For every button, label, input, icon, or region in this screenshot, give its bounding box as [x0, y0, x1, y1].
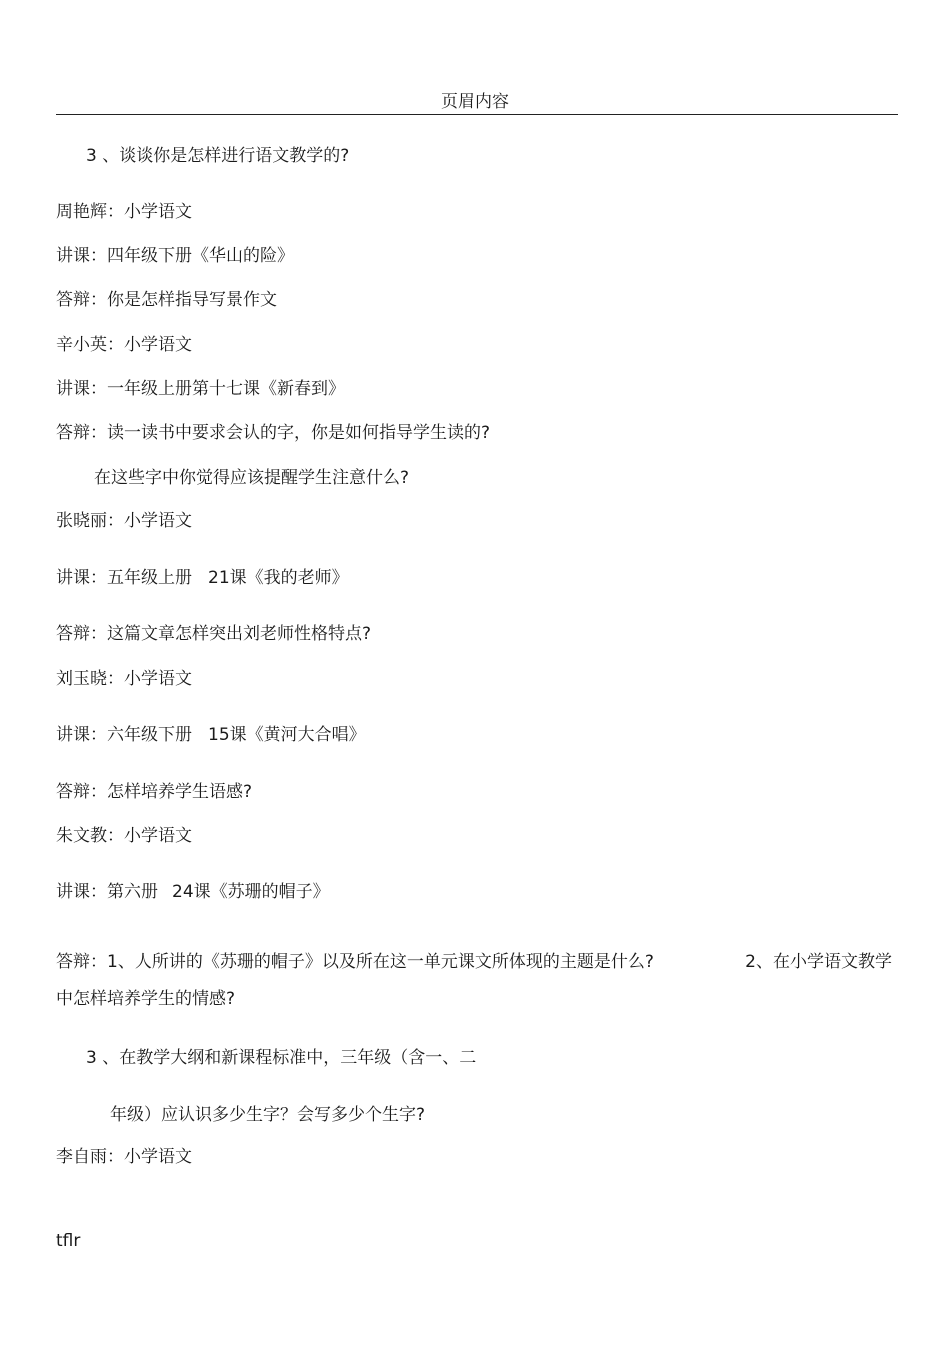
teacher-5-lesson-grade: 讲课：第六册 [56, 882, 158, 902]
teacher-1-lesson: 讲课：四年级下册《华山的险》 [56, 246, 294, 266]
teacher-5-defense-question-1: 答辩：1、人所讲的《苏珊的帽子》以及所在这一单元课文所体现的主题是什么? [56, 952, 654, 972]
teacher-3-defense: 答辩：这篇文章怎样突出刘老师性格特点? [56, 624, 372, 644]
teacher-2-lesson: 讲课：一年级上册第十七课《新春到》 [56, 379, 345, 399]
teacher-5-defense-question-2-continued: 中怎样培养学生的情感? [56, 989, 236, 1009]
teacher-3-lesson [56, 567, 349, 589]
teacher-2-defense-continued: 在这些字中你觉得应该提醒学生注意什么? [94, 468, 410, 488]
teacher-4-lesson-title: 15课《黄河大合唱》 [208, 725, 366, 745]
teacher-2-name: 辛小英：小学语文 [56, 335, 192, 355]
teacher-4-defense: 答辩：怎样培养学生语感? [56, 782, 253, 802]
teacher-4-lesson-grade: 讲课：六年级下册 [56, 725, 192, 745]
teacher-1-name: 周艳辉：小学语文 [56, 202, 192, 222]
teacher-5-defense [56, 951, 892, 973]
teacher-6-name: 李自雨：小学语文 [56, 1147, 192, 1167]
teacher-3-lesson-title: 21课《我的老师》 [208, 568, 349, 588]
teacher-5-lesson-title: 24课《苏珊的帽子》 [172, 882, 330, 902]
teacher-5-defense-question-3-continued: 年级）应认识多少生字？会写多少个生字? [110, 1105, 426, 1125]
teacher-5-name: 朱文教：小学语文 [56, 826, 192, 846]
teacher-2-defense: 答辩：读一读书中要求会认的字，你是如何指导学生读的? [56, 423, 491, 443]
header-text: 页眉内容 [441, 92, 509, 112]
teacher-4-lesson [56, 724, 366, 746]
teacher-3-name: 张晓丽：小学语文 [56, 511, 192, 531]
header-divider [56, 114, 898, 115]
teacher-4-name: 刘玉晓：小学语文 [56, 669, 192, 689]
teacher-3-lesson-grade: 讲课：五年级上册 [56, 568, 192, 588]
teacher-1-defense: 答辩：你是怎样指导写景作文 [56, 290, 277, 310]
teacher-5-lesson [56, 881, 330, 903]
teacher-5-defense-question-2: 2、在小学语文教学 [745, 952, 892, 972]
teacher-5-defense-question-3: 3 、在教学大纲和新课程标准中，三年级（含一、二 [86, 1048, 477, 1068]
question-3-heading: 3 、谈谈你是怎样进行语文教学的? [86, 146, 350, 166]
footer-text: tflr [56, 1231, 81, 1251]
